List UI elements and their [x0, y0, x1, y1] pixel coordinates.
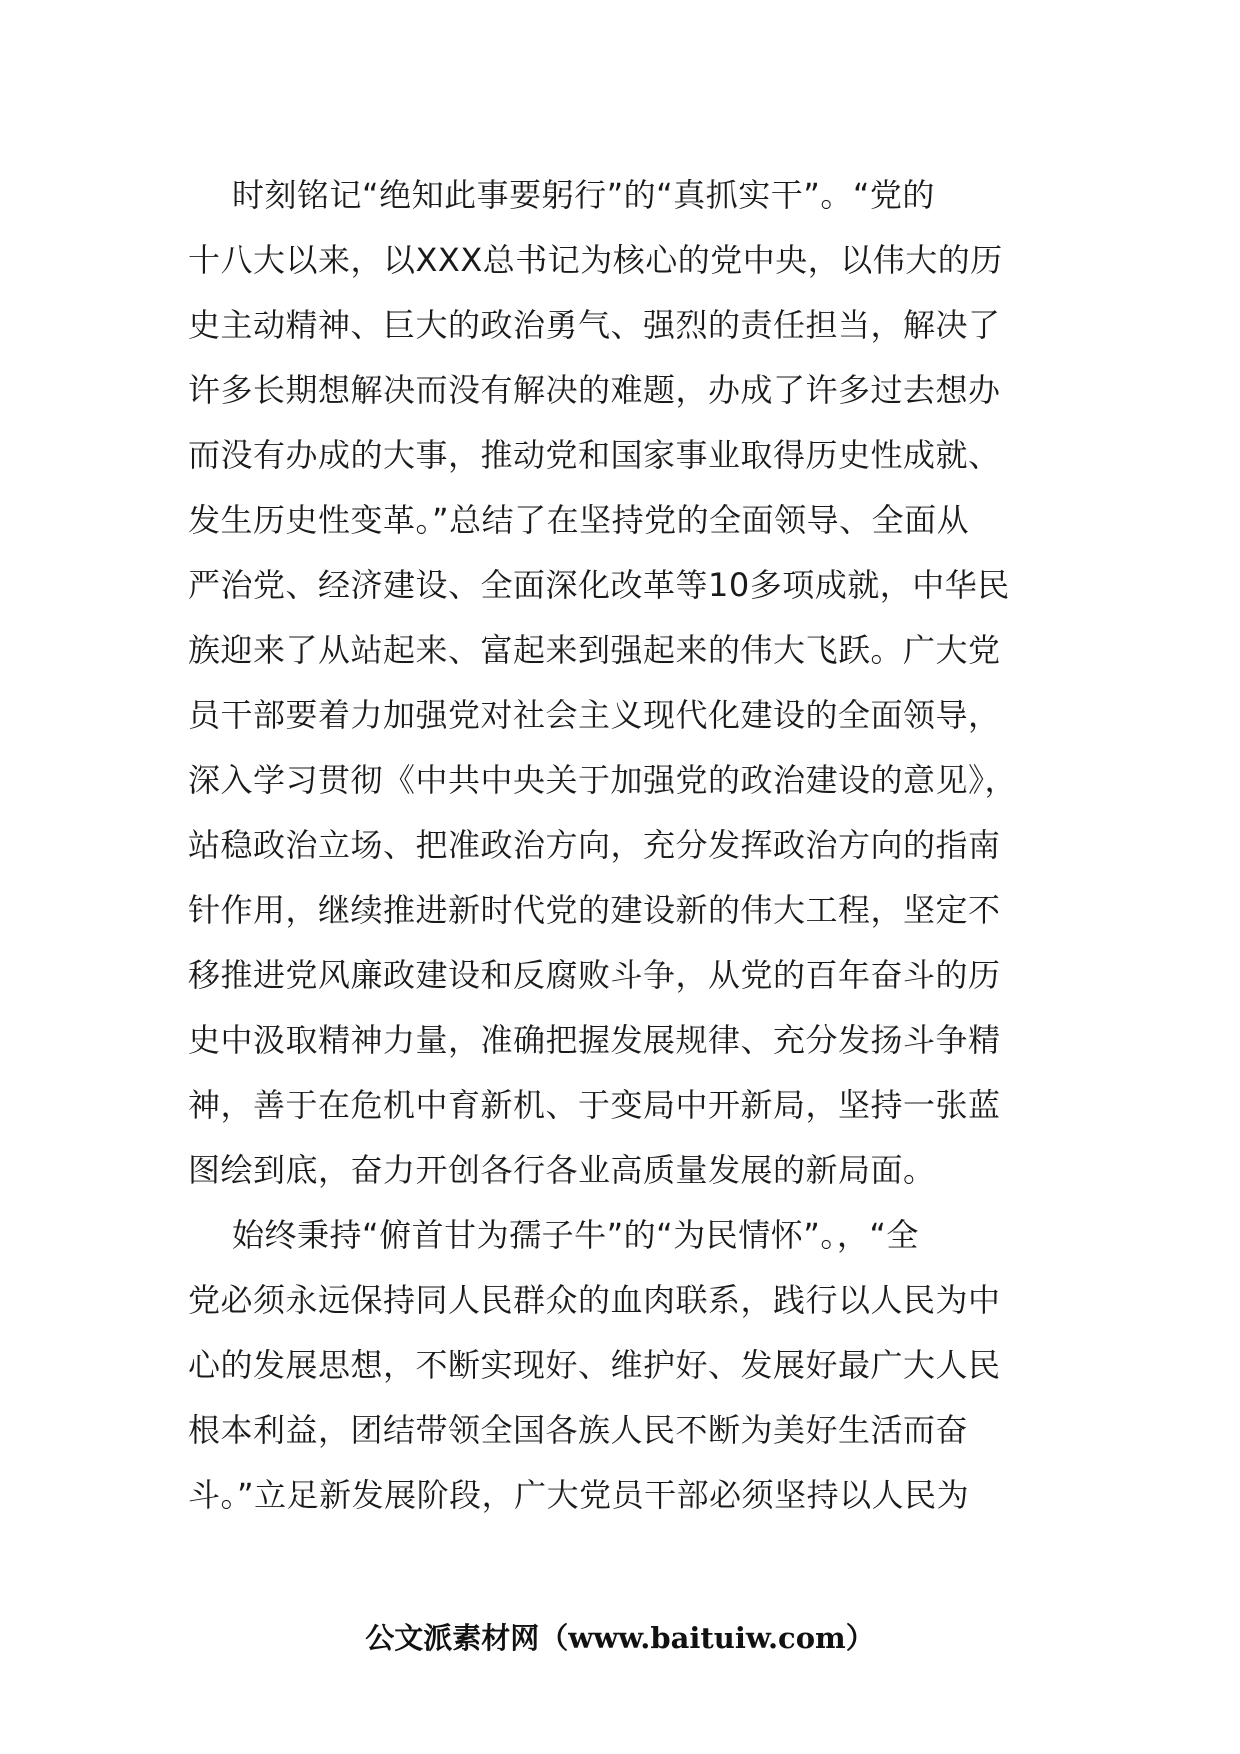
paragraph-1	[188, 163, 1058, 1203]
footer-source: 公文派素材网（www.baituiw.com）	[365, 1621, 875, 1655]
text-line: 深入学习贯彻《中共中央关于加强党的政治建设的意见》，	[188, 761, 1018, 799]
text-line: 针作用，继续推进新时代党的建设新的伟大工程，坚定不	[188, 891, 1001, 929]
document-body	[188, 163, 1058, 1528]
text-line: 图绘到底，奋力开创各行各业高质量发展的新局面。	[188, 1151, 936, 1189]
text-line: 神，善于在危机中育新机、于变局中开新局，坚持一张蓝	[188, 1086, 1001, 1124]
text-line: 员干部要着力加强党对社会主义现代化建设的全面领导，	[188, 696, 1001, 734]
text-line: 发生历史性变革。”总结了在坚持党的全面领导、全面从	[188, 501, 970, 539]
text-line: 史中汲取精神力量，准确把握发展规律、充分发扬斗争精	[188, 1021, 1001, 1059]
text-line: 始终秉持“俯首甘为孺子牛”的“为民情怀”。，“全	[232, 1216, 919, 1254]
text-line: 十八大以来，以XXX总书记为核心的党中央，以伟大的历	[188, 241, 1003, 279]
paragraph-2	[188, 1203, 1058, 1528]
text-line: 根本利益，团结带领全国各族人民不断为美好生活而奋	[188, 1411, 969, 1449]
text-line: 史主动精神、巨大的政治勇气、强烈的责任担当，解决了	[188, 306, 1001, 344]
text-line: 斗。”立足新发展阶段，广大党员干部必须坚持以人民为	[188, 1476, 970, 1514]
text-line: 站稳政治立场、把准政治方向，充分发挥政治方向的指南	[188, 826, 1001, 864]
text-line: 族迎来了从站起来、富起来到强起来的伟大飞跃。广大党	[188, 631, 1001, 669]
text-line: 党必须永远保持同人民群众的血肉联系，践行以人民为中	[188, 1281, 1001, 1319]
text-line: 而没有办成的大事，推动党和国家事业取得历史性成就、	[188, 436, 1001, 474]
text-line: 移推进党风廉政建设和反腐败斗争，从党的百年奋斗的历	[188, 956, 1001, 994]
text-line: 时刻铭记“绝知此事要躬行”的“真抓实干”。“党的	[232, 176, 935, 214]
text-line: 心的发展思想，不断实现好、维护好、发展好最广大人民	[188, 1346, 1001, 1384]
text-line: 许多长期想解决而没有解决的难题，办成了许多过去想办	[188, 371, 1001, 409]
text-line: 严治党、经济建设、全面深化改革等10多项成就，中华民	[188, 566, 1010, 604]
